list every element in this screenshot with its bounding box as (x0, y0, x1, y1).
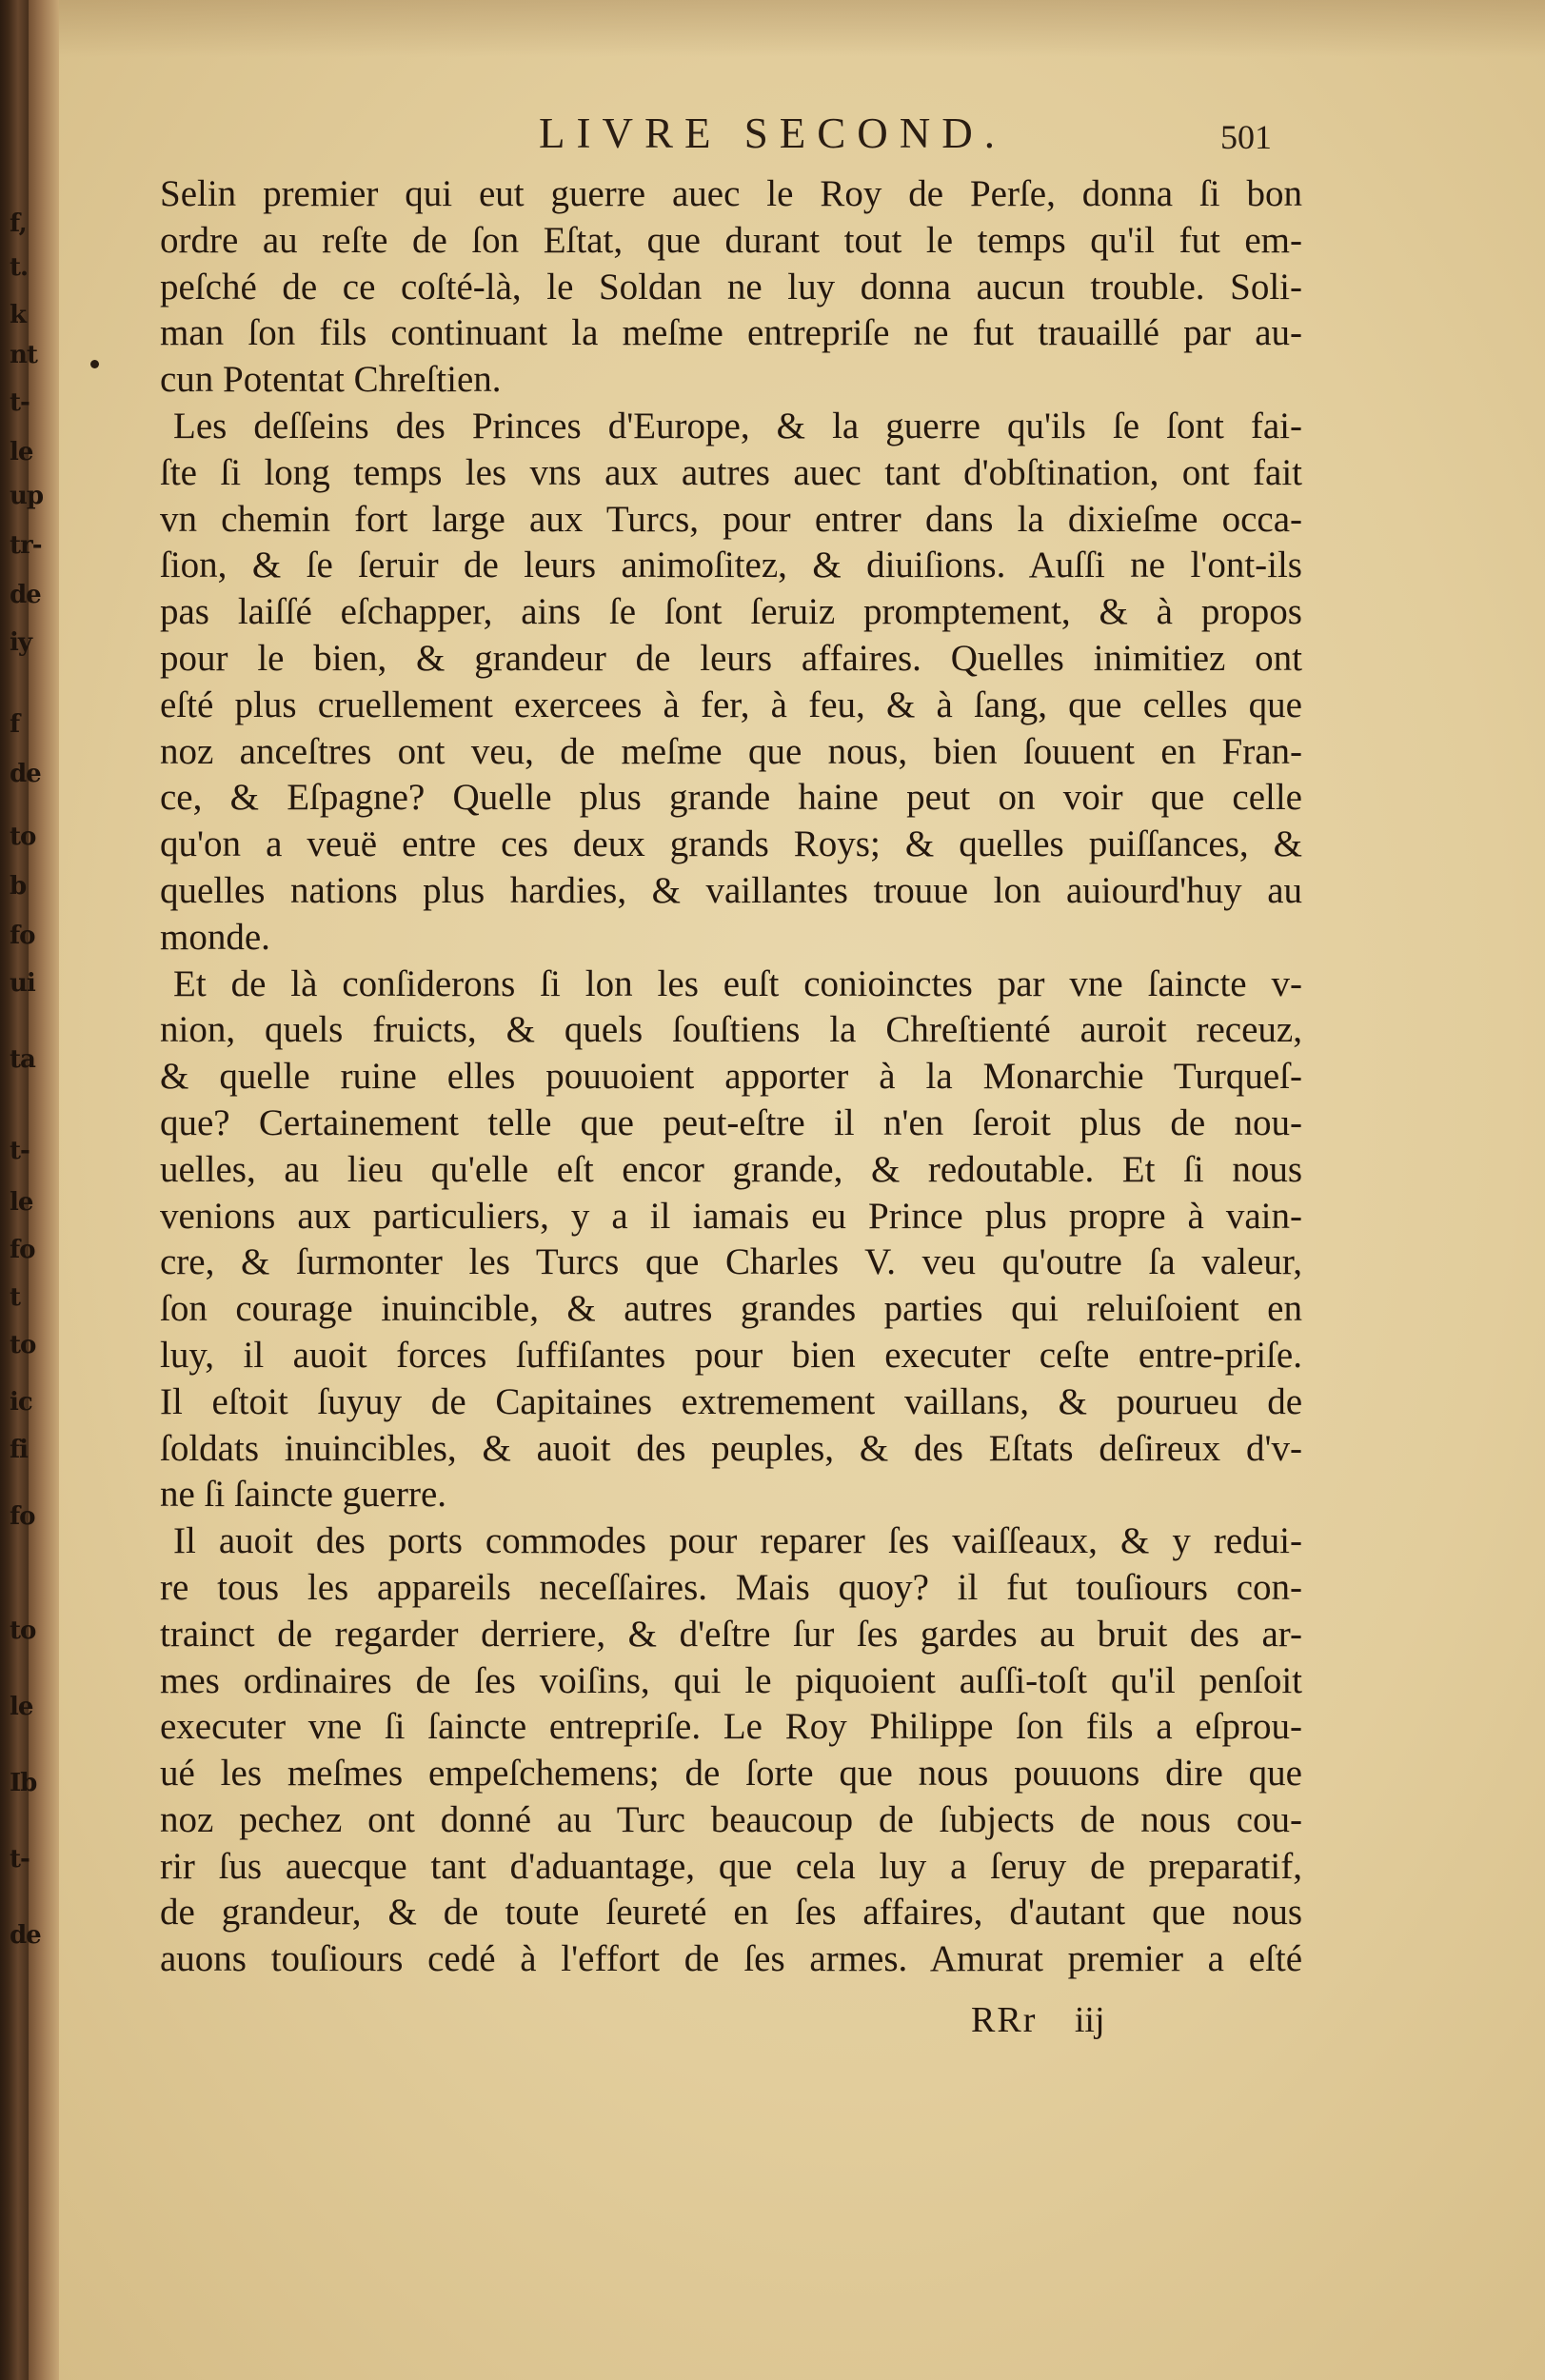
text-line: de grandeur, & de toute ſeureté en ſes affaires, d'autant que nous (160, 1892, 1302, 1934)
text-line: ué les meſmes empeſchemens; de ſorte que nous pouuons dire que (160, 1753, 1302, 1795)
bleed-fragment: fi (10, 1436, 29, 1464)
bleed-fragment: f (10, 710, 20, 739)
text-line: eſté plus cruellement exercees à fer, à feu, & à ſang, que celles que (160, 684, 1302, 725)
text-line: ſoldats inuincibles, & auoit des peuples, & des Eſtats deſireux d'v- (160, 1427, 1302, 1469)
bleed-fragment: de (10, 1921, 41, 1950)
text-line: peſché de ce coſté-là, le Soldan ne luy donna aucun trouble. Soli- (160, 266, 1302, 307)
bleed-fragment: ta (10, 1045, 35, 1074)
text-line: Selin premier qui eut guerre auec le Roy de Perſe, donna ſi bon (160, 173, 1302, 214)
text-line: monde. (160, 916, 270, 958)
text-line: luy, il auoit forces ſuffiſantes pour bien executer ceſte entre-priſe. (160, 1334, 1302, 1376)
bleed-fragment: tr- (10, 531, 42, 560)
text-line: mes ordinaires de ſes voiſins, qui le piquoient auſſi-toſt qu'il penſoit (160, 1659, 1302, 1701)
text-line: qu'on a veuë entre ces deux grands Roys; & quelles puiſſances, & (160, 823, 1302, 865)
text-line: noz anceſtres ont veu, de meſme que nous, bien ſouuent en Fran- (160, 730, 1302, 772)
bleed-fragment: le (10, 1188, 33, 1217)
bleed-fragment: Ib (10, 1769, 37, 1797)
bleed-fragment: nt (10, 341, 37, 369)
text-line: ſion, & ſe ſeruir de leurs animoſitez, & diuiſions. Auſſi ne l'ont-ils (160, 545, 1302, 586)
bleed-fragment: to (10, 1616, 36, 1645)
bleed-fragment: t- (10, 388, 30, 417)
text-line: noz pechez ont donné au Turc beaucoup de ſubjects de nous cou- (160, 1798, 1302, 1840)
text-line: & quelle ruine elles pouuoient apporter à la Monarchie Turqueſ- (160, 1056, 1302, 1098)
bleed-fragment: fo (10, 922, 35, 950)
bleed-fragment: b (10, 872, 27, 901)
bleed-fragment: t (10, 1283, 21, 1312)
bleed-fragment: fo (10, 1236, 35, 1264)
text-line: cre, & ſurmonter les Turcs que Charles V. veu qu'outre ſa valeur, (160, 1241, 1302, 1283)
bleed-fragment: to (10, 1331, 36, 1359)
bleed-fragment: t- (10, 1137, 30, 1165)
bleed-fragment: le (10, 438, 33, 466)
running-head: LIVRE SECOND. (539, 109, 1006, 157)
signature-number: iij (1074, 2000, 1105, 2040)
text-line: ne ſi ſaincte guerre. (160, 1474, 447, 1516)
text-line: vn chemin fort large aux Turcs, pour entrer dans la dixieſme occa- (160, 498, 1302, 540)
bleed-fragment: de (10, 581, 41, 609)
text-line: que? Certainement telle que peut-eſtre il n'en ſeroit plus de nou- (160, 1101, 1302, 1143)
bleed-fragment: k (10, 301, 27, 329)
body-text (160, 171, 1302, 1983)
bleed-fragment: le (10, 1693, 33, 1721)
text-line: ſon courage inuincible, & autres grandes parties qui reluiſoient en (160, 1288, 1302, 1330)
text-line: pas laiſſé eſchapper, ains ſe ſont ſeruiz promptement, & à propos (160, 591, 1302, 633)
bleed-fragment: to (10, 823, 36, 851)
text-line: uelles, au lieu qu'elle eſt encor grande, & redoutable. Et ſi nous (160, 1148, 1302, 1190)
bleed-fragment: ic (10, 1388, 32, 1417)
text-line: Les deſſeins des Princes d'Europe, & la guerre qu'ils ſe ſont fai- (173, 405, 1302, 446)
bleed-fragment: t- (10, 1845, 30, 1874)
bleed-fragment: f, (10, 209, 27, 238)
text-line: nion, quels fruicts, & quels ſouſtiens la Chreſtienté auroit receuz, (160, 1009, 1302, 1051)
bleed-fragment: iy (10, 628, 31, 657)
bleed-fragment: de (10, 760, 41, 788)
text-line: cun Potentat Chreſtien. (160, 359, 502, 401)
text-line: re tous les appareils neceſſaires. Mais quoy? il fut touſiours con- (160, 1566, 1302, 1608)
text-line: auons touſiours cedé à l'effort de ſes armes. Amurat premier a eſté (160, 1938, 1302, 1980)
text-line: executer vne ſi ſaincte entrepriſe. Le Roy Philippe ſon fils a eſprou- (160, 1706, 1302, 1748)
bleed-fragment: t. (10, 253, 29, 282)
signature-row (971, 1999, 1105, 2041)
bleed-fragment: ui (10, 969, 35, 998)
text-line: Il auoit des ports commodes pour reparer ſes vaiſſeaux, & y redui- (173, 1520, 1302, 1562)
text-line: ſte ſi long temps les vns aux autres auec tant d'obſtination, ont fait (160, 451, 1302, 493)
signature-mark: RRr (971, 2000, 1038, 2040)
page-number: 501 (1220, 118, 1272, 156)
text-line: man ſon fils continuant la meſme entrepriſe ne fut trauaillé par au- (160, 312, 1302, 354)
text-line: ordre au reſte de ſon Eſtat, que durant tout le temps qu'il fut em- (160, 219, 1302, 261)
text-line: rir ſus auecque tant d'aduantage, que cela luy a ſeruy de preparatif, (160, 1845, 1302, 1887)
text-line: trainct de regarder derriere, & d'eſtre ſur ſes gardes au bruit des ar- (160, 1613, 1302, 1655)
text-line: Il eſtoit ſuyuy de Capitaines extremement vaillans, & pourueu de (160, 1380, 1302, 1422)
text-line: Et de là conſiderons ſi lon les euſt conioinctes par vne ſaincte v- (173, 962, 1302, 1004)
bleed-fragment: fo (10, 1502, 35, 1531)
bleed-fragment: up (10, 482, 44, 510)
page-top-shadow (59, 0, 1545, 57)
text-line: venions aux particuliers, y a il iamais eu Prince plus propre à vain- (160, 1195, 1302, 1237)
text-line: quelles nations plus hardies, & vaillantes trouue lon auiourd'huy au (160, 869, 1302, 911)
text-line: ce, & Eſpagne? Quelle plus grande haine peut on voir que celle (160, 777, 1302, 819)
margin-mark (90, 360, 99, 368)
text-line: pour le bien, & grandeur de leurs affaires. Quelles inimitiez ont (160, 637, 1302, 679)
